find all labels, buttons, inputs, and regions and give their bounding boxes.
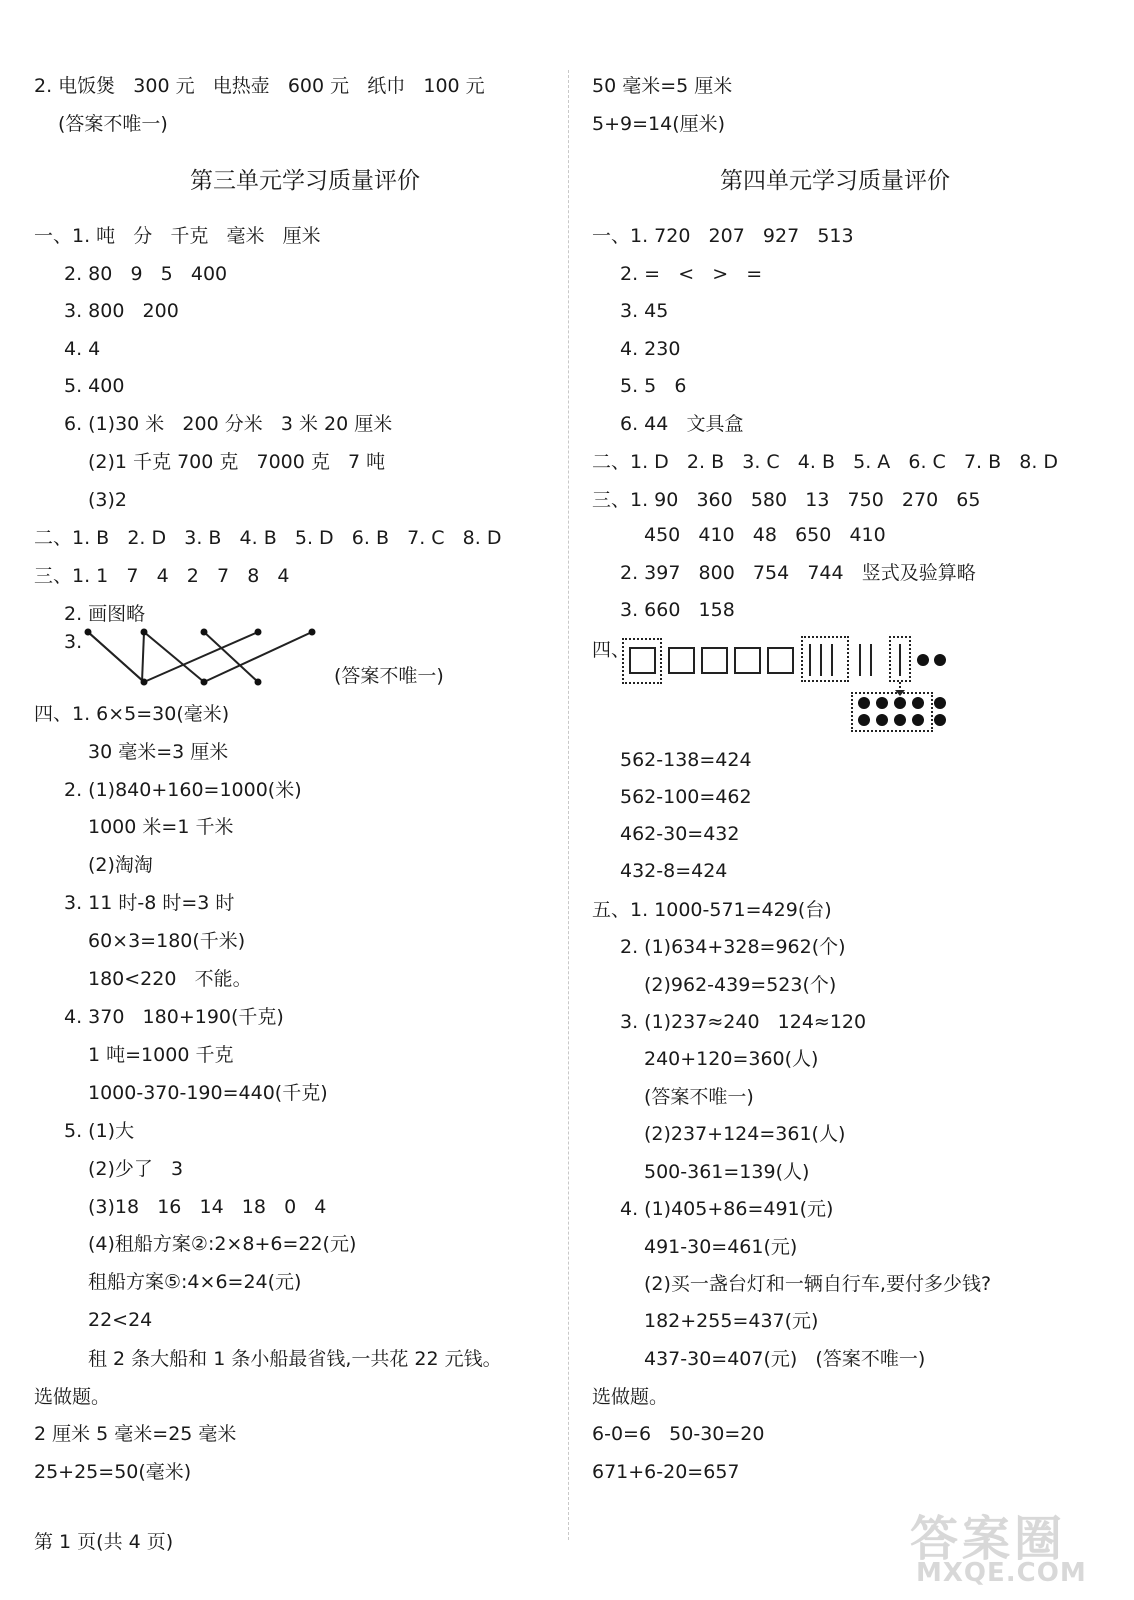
unit4-line: 432-8=424 (620, 860, 728, 882)
unit3-line: 3. 800 200 (64, 300, 179, 322)
unit3-line: 三、1. 1 7 4 2 7 8 4 (34, 565, 290, 587)
unit4-line: (答案不唯一) (644, 1086, 754, 1108)
unit3-line: 2 厘米 5 毫米=25 毫米 (34, 1423, 237, 1445)
matching-lines-diagram (80, 626, 320, 688)
unit4-line: 四、 (592, 639, 631, 661)
unit4-line: 562-100=462 (620, 786, 752, 808)
unit3-line: (4)租船方案②:2×8+6=22(元) (88, 1233, 357, 1255)
unit4-line: 6-0=6 50-30=20 (592, 1423, 765, 1445)
unit4-line: 491-30=461(元) (644, 1236, 798, 1258)
unit4-line: 240+120=360(人) (644, 1048, 819, 1070)
unit3-line: 一、1. 吨 分 千克 毫米 厘米 (34, 225, 321, 247)
unit4-line: (2)237+124=361(人) (644, 1123, 846, 1145)
watermark-url: MXQE.COM (916, 1558, 1087, 1588)
unit4-line: 2. (1)634+328=962(个) (620, 936, 846, 958)
unit4-line: 选做题。 (592, 1386, 669, 1408)
unit3-line: 租船方案⑤:4×6=24(元) (88, 1271, 302, 1293)
unit4-line: 6. 44 文具盒 (620, 413, 744, 435)
unit4-line: 3. 45 (620, 300, 669, 322)
unit4-line: 182+255=437(元) (644, 1310, 819, 1332)
unit3-line: (2)淘淘 (88, 854, 153, 876)
unit3-line: 2. 80 9 5 400 (64, 263, 228, 285)
unit4-title: 第四单元学习质量评价 (720, 168, 950, 194)
unit3-line: (2)1 千克 700 克 7000 克 7 吨 (88, 451, 386, 473)
unit3-line: 四、1. 6×5=30(毫米) (34, 703, 230, 725)
prev-answer-note: (答案不唯一) (58, 113, 168, 135)
unit3-line: 60×3=180(千米) (88, 930, 246, 952)
column-divider (568, 70, 569, 1540)
unit3-line: 5. 400 (64, 375, 125, 397)
unit3-line: 6. (1)30 米 200 分米 3 米 20 厘米 (64, 413, 393, 435)
unit4-line: 五、1. 1000-571=429(台) (592, 899, 832, 921)
unit3-line: 1 吨=1000 千克 (88, 1044, 234, 1066)
unit4-line: (2)买一盏台灯和一辆自行车,要付多少钱? (644, 1273, 992, 1295)
unit4-line: 一、1. 720 207 927 513 (592, 225, 854, 247)
unit3-line: 2. 画图略 (64, 603, 146, 625)
prev-answer-line-right-2: 5+9=14(厘米) (592, 113, 726, 135)
page-footer: 第 1 页(共 4 页) (34, 1531, 174, 1553)
unit3-line: 4. 4 (64, 338, 101, 360)
watermark-logo (910, 1500, 1110, 1595)
unit3-line: (答案不唯一) (334, 665, 444, 687)
unit4-line: 500-361=139(人) (644, 1161, 810, 1183)
unit4-line: 450 410 48 650 410 (644, 524, 886, 546)
unit3-line: (3)18 16 14 18 0 4 (88, 1196, 327, 1218)
unit4-line: 3. (1)237≈240 124≈120 (620, 1011, 867, 1033)
unit4-line: 4. 230 (620, 338, 681, 360)
unit3-line: 4. 370 180+190(千克) (64, 1006, 284, 1028)
unit3-line: 3. (64, 631, 83, 653)
unit3-line: 25+25=50(毫米) (34, 1461, 192, 1483)
unit4-line: 5. 5 6 (620, 375, 687, 397)
unit3-line: 5. (1)大 (64, 1120, 135, 1142)
unit4-line: 562-138=424 (620, 749, 752, 771)
unit3-line: 租 2 条大船和 1 条小船最省钱,一共花 22 元钱。 (88, 1348, 502, 1370)
unit4-line: 462-30=432 (620, 823, 740, 845)
watermark-text: 答案圈 (910, 1511, 1067, 1567)
unit3-line: 3. 11 时-8 时=3 时 (64, 892, 235, 914)
unit4-line: 二、1. D 2. B 3. C 4. B 5. A 6. C 7. B 8. D (592, 451, 1059, 473)
prev-answer-line: 2. 电饭煲 300 元 电热壶 600 元 纸巾 100 元 (34, 75, 485, 97)
unit3-line: 30 毫米=3 厘米 (88, 741, 229, 763)
unit3-line: 1000-370-190=440(千克) (88, 1082, 328, 1104)
unit4-line: 3. 660 158 (620, 599, 735, 621)
unit4-line: 三、1. 90 360 580 13 750 270 65 (592, 489, 981, 511)
unit3-line: (3)2 (88, 489, 128, 511)
unit4-line: 437-30=407(元) (答案不唯一) (644, 1348, 926, 1370)
unit4-line: (2)962-439=523(个) (644, 974, 837, 996)
unit4-line: 2. 397 800 754 744 竖式及验算略 (620, 562, 976, 584)
unit4-line: 671+6-20=657 (592, 1461, 740, 1483)
unit3-line: 2. (1)840+160=1000(米) (64, 779, 302, 801)
unit3-line: 选做题。 (34, 1386, 111, 1408)
unit3-line: (2)少了 3 (88, 1158, 184, 1180)
unit3-line: 180<220 不能。 (88, 968, 252, 990)
prev-answer-line-right: 50 毫米=5 厘米 (592, 75, 733, 97)
unit3-line: 二、1. B 2. D 3. B 4. B 5. D 6. B 7. C 8. D (34, 527, 502, 549)
unit4-line: 4. (1)405+86=491(元) (620, 1198, 834, 1220)
unit3-line: 22<24 (88, 1309, 153, 1331)
unit3-line: 1000 米=1 千米 (88, 816, 234, 838)
unit4-line: 2. = < > = (620, 263, 763, 285)
unit3-title: 第三单元学习质量评价 (190, 168, 420, 194)
